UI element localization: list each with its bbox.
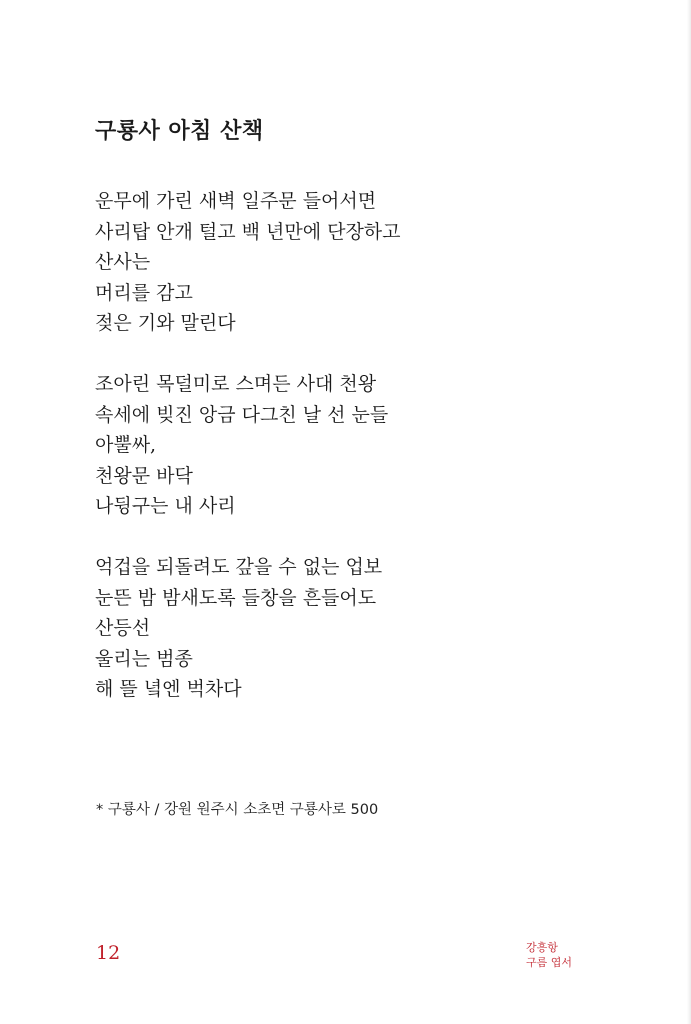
poem-line: 운무에 가린 새벽 일주문 들어서면 — [95, 190, 377, 212]
footnote: * 구룡사 / 강원 원주시 소초면 구룡사로 500 — [96, 802, 379, 818]
poem-line: 눈뜬 밤 밤새도록 들창을 흔들어도 — [95, 586, 377, 609]
footer-book-title: 구름 엽서 — [526, 956, 573, 969]
poem-title: 구룡사 아침 산책 — [95, 118, 264, 144]
footer-author: 강흥항 — [526, 941, 558, 954]
poem-body — [95, 186, 615, 735]
poem-line: 해 뜰 녘엔 벅차다 — [95, 678, 242, 700]
poem-line: 억겁을 되돌려도 갚을 수 없는 업보 — [95, 556, 383, 578]
poem-line: 천왕문 바닥 — [95, 464, 193, 487]
running-footer — [526, 940, 572, 970]
poem-line: 산등선 — [95, 617, 151, 639]
poem-line: 산사는 — [95, 251, 151, 273]
poem-line: 울리는 범종 — [95, 647, 193, 670]
poem-line: 머리를 감고 — [95, 281, 193, 304]
poem-line: 속세에 빚진 앙금 다그친 날 선 눈들 — [95, 403, 389, 426]
poem-line: 젖은 기와 말린다 — [95, 312, 236, 334]
poem-line: 나뒹구는 내 사리 — [95, 495, 236, 517]
stanza-3 — [95, 552, 615, 705]
poem-line: 조아린 목덜미로 스며든 사대 천왕 — [95, 373, 377, 395]
page-number: 12 — [96, 942, 121, 964]
poem-line: 사리탑 안개 털고 백 년만에 단장하고 — [95, 220, 401, 243]
page-edge-shadow — [687, 0, 691, 1024]
poem-line: 아뿔싸, — [95, 434, 157, 456]
stanza-1 — [95, 186, 615, 339]
stanza-2 — [95, 369, 615, 522]
